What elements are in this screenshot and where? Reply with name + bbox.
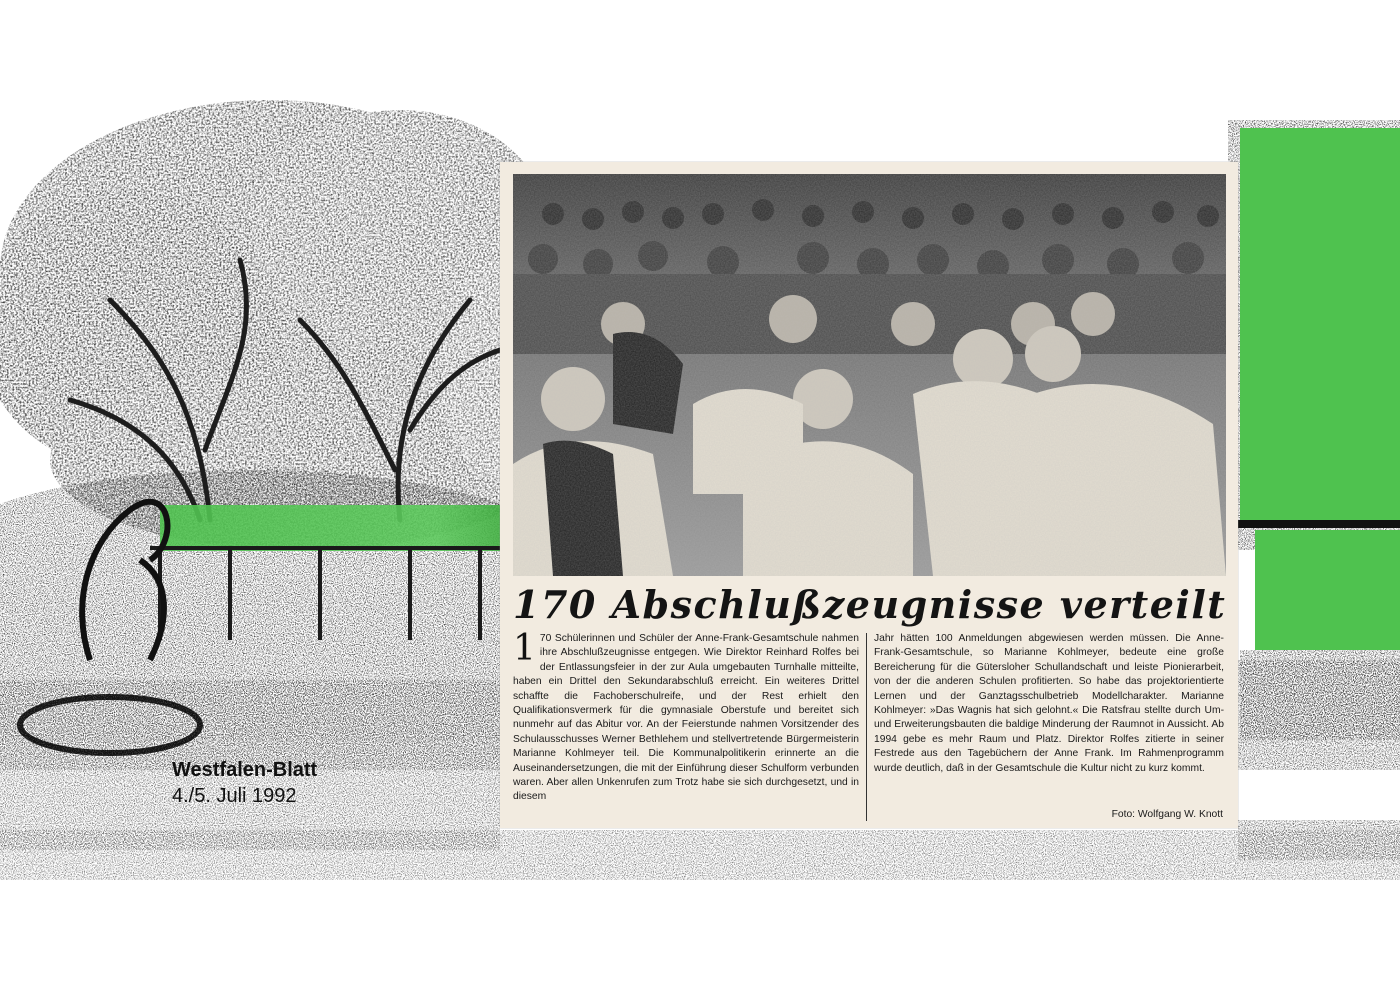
article-photo xyxy=(513,174,1226,576)
article-column-right xyxy=(874,632,1224,776)
newspaper-name: Westfalen-Blatt xyxy=(172,759,318,781)
drop-cap: 1 xyxy=(513,628,536,669)
photo-credit: Foto: Wolfgang W. Knott xyxy=(1111,809,1223,820)
article-text-right: Jahr hätten 100 Anmeldungen abgewiesen werden müssen. Die Anne-Frank-Gesamtschule, so Marianne Kohlmeyer, bedeute eine große Bereicherung für die Gütersloher Schullandschaft und leiste Pionierarbeit, von der die anderen Schulen profitierten. So habe das projektorientierte Lernen und der Ganztagsschulbetrieb Modellcharakter. Marianne Kohlmeyer: »Das Wagnis hat sich gelohnt.« Die Ratsfrau stellte durch Um- und Erweiterungsbauten die baldige Minderung der Raumnot in Aussicht. Ab 1994 gebe es mehr Raum und Platz. Direktor Rolfes zitierte in seiner Festrede aus den Tagebüchern der Anne Frank. Im Rahmenprogramm wurde deutlich, daß in der Gesamtschule die Kultur nicht zu kurz kommt. xyxy=(874,633,1224,774)
column-divider xyxy=(866,633,867,821)
article-headline: 170 Abschlußzeugnisse verteilt xyxy=(513,582,1227,627)
publication-date: 4./5. Juli 1992 xyxy=(172,785,297,807)
article-text-left: 70 Schülerinnen und Schüler der Anne-Frank-Gesamtschule nahmen ihre Abschlußzeugnisse entgegen. Wie Direktor Reinhard Rolfes bei der Entlassungsfeier in der zur Aula umgebauten Turnhalle mitteilte, haben ein Drittel den Sekundarabschluß erreicht. Ein weiteres Drittel schaffte die Fachoberschulreife, und der Rest erhielt den Qualifikationsvermerk für die gymnasiale Oberstufe und bereitet sich nunmehr auf das Abitur vor. An der Feierstunde nahmen Vorsitzender des Schulausschusses Werner Bethlehem und stellvertretende Bürgermeisterin Marianne Kohlmeyer teil. Die Kommunalpolitikerin erinnerte an die Auseinandersetzungen, die mit der Einführung dieser Schulform verbunden waren. Aber allen Unkenrufen zum Trotz habe sie sich durchgesetzt, und in diesem xyxy=(513,633,859,803)
article-column-left xyxy=(513,628,859,805)
source-caption xyxy=(172,757,392,809)
